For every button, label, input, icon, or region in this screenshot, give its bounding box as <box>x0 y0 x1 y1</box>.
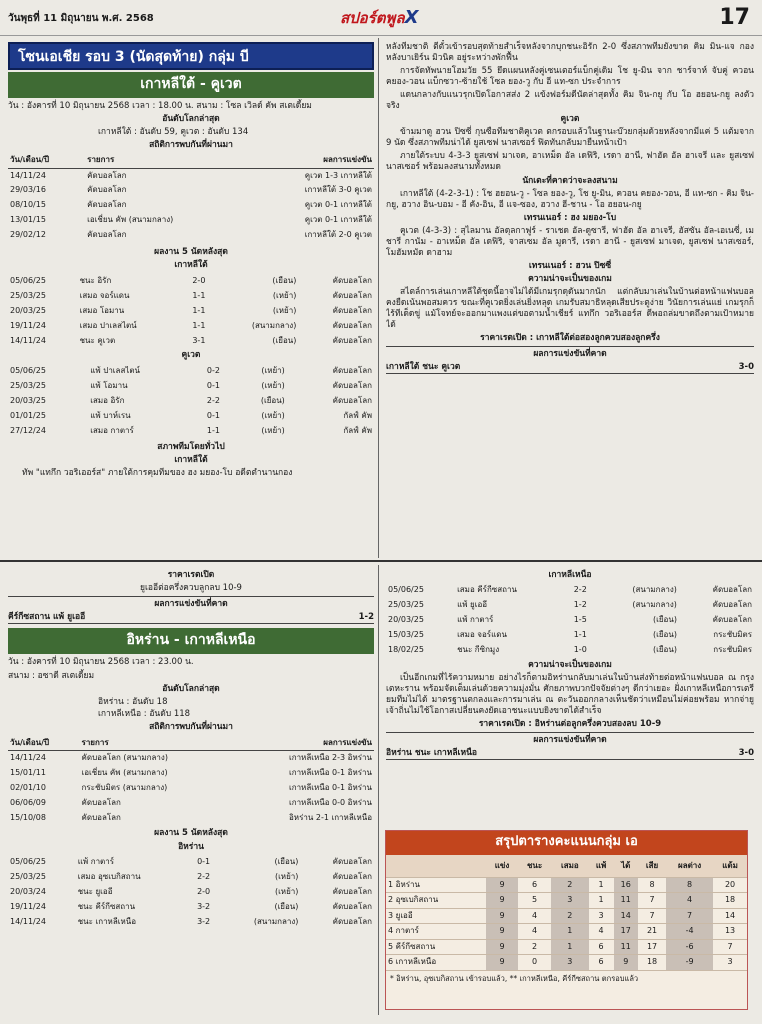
lineup-title: นักเตะที่คาดว่าจะลงสนาม <box>522 175 618 186</box>
rank-line: อิหร่าน : อันดับ 18 <box>98 697 168 708</box>
prob-text: เป็นอีกเกมที่ไร้ความหมาย อย่างไรก็ตามอิหร่านกลับมาเล่นในบ้านส่งท้ายต่อหน้าแฟนบอล ณ กรุงเตหะราน พร้อมจัดเต็มเล่นด้วยความมุ่งมั่น ศักยภาพบวกปัจจัยต่างๆ ดีกว่าเยอะ ฝั่งเกาหลีเหนือการเตรียมทีมไม่ได้ มาตรฐานตกลงและการมาเล่น ณ ตะวันออกกลางเห็นชัดว่าเหมือนไม่ค่อยพร้อม หากจ่ายูเจ้าถิ่นไม่ใช้โอกาสเปลี่ยนคงยัดเอาชนะแบบยิงขาดได้สำเร็จ <box>386 673 754 717</box>
standings-title: สรุปตารางคะแนนกลุ่ม เอ <box>386 831 747 855</box>
paragraph: แดนกลางกับแนวรุกเปิดโอกาสส่ง 2 แข้งฟอร์มดีนัดล่าสุดทั้ง คิม จิน-กยู กับ โอ ฮยอน-กยู ลงตัวจริง <box>386 90 754 112</box>
standings-table: แข่ง ชนะ เสมอ แพ้ ได้ เสีย ผลต่าง แต้ม 1 อิหร่าน 9 6 2 1 16 8 8 20 2 อุซเบกิสถาน 9 5 3 1 11 7 4 18 3 ยูเออี 9 4 2 3 14 7 7 14 4 กาตาร์ 9 4 1 4 17 21 -4 13 5 คีร์กีซสถาน 9 2 1 6 11 17 -6 7 6 เกาหลีเหนือ 9 0 3 6 9 18 -9 3 <box>386 855 747 971</box>
table-row: 19/11/24 เสมอ ปาเลสไตน์ 1-1 (สนามกลาง) คัดบอลโลก <box>10 320 372 330</box>
team-label: เกาหลีใต้ <box>174 455 208 466</box>
match-info: วัน : อังคารที่ 10 มิถุนายน 2568 เวลา : 18.00 น. สนาม : โซล เวิลด์ คัพ สเตเดี้ยม <box>8 101 312 111</box>
rank-title: อันดับโลกล่าสุด <box>162 114 220 125</box>
paragraph: หลังทีมชาติ ตีตั๋วเข้ารอบสุดท้ายสำเร็จหลังจากบุกชนะอิรัก 2-0 ซึ่งสภาพทีมยังขาด คิม มิน-แจ กองหลังบาเยิร์น มิวนิค อยู่ระหว่างพักฟื้น <box>386 42 754 64</box>
prob-title: ความน่าจะเป็นของเกม <box>528 273 612 284</box>
table-row: 20/03/24 ชนะ ยูเออี 2-0 (เหย้า) คัดบอลโลก <box>10 886 372 896</box>
form-title: ผลงาน 5 นัดหลังสุด <box>154 247 228 258</box>
korea-kuwait-preview <box>8 42 374 558</box>
general-title: สภาพทีมโดยทั่วไป <box>157 442 225 453</box>
paragraph: ข้ามมาดู ฮวน ปิซซี่ กุนซือทีมชาติคูเวต ตกรอบแล้วในฐานะบ๊วยกลุ่มด้วยหลังจากมีแค่ 5 แต้มจาก 9 นัด ซึ่งสภาพทีมน่าได้ ยูสเซฟ นาสเซอร์ ฟิตทันกลับมายืนหน้าเป้า <box>386 127 754 149</box>
table-row: 02/01/10 กระชับมิตร (สนามกลาง) เกาหลีเหนือ 0-1 อิหร่าน <box>10 782 372 792</box>
group-banner: โซนเอเชีย รอบ 3 (นัดสุดท้าย) กลุ่ม บี <box>8 42 374 70</box>
form-table-korea <box>8 273 374 348</box>
lineup-korea: เกาหลีใต้ (4-2-3-1) : โช ฮยอน-วู - โซล ยอง-วู, โช ยู-มิน, ควอน คยอง-วอน, อี แท-ซก - คิม จิน-กยู, ฮวาง อิน-บอม - อี คัง-อิน, อี แจ-ซอง, ฮวาง ฮี-ชาน - โอ ฮยอน-กยู <box>386 188 754 210</box>
odds-title: ราคาเรตเปิด <box>167 570 215 580</box>
match-title: อิหร่าน - เกาหลีเหนือ <box>8 628 374 654</box>
team-label: เกาหลีใต้ <box>174 260 208 271</box>
table-row: 05/06/25 แพ้ ปาเลสไตน์ 0-2 (เหย้า) คัดบอลโลก <box>10 365 372 375</box>
standings-row: 5 คีร์กีซสถาน 9 2 1 6 11 17 -6 7 <box>386 939 747 955</box>
paragraph: ภายใต้ระบบ 4-3-3 ยูสเซฟ มาเจด, อาเหม็ด อัล เดฟิริ, เรดา ฮานี, ฟาฮัด อัล ฮาเจรี และ ยูสเซฟ นาสเซอร์ พร้อมลงสนามทั้งหมด <box>386 151 754 173</box>
table-row: 05/06/25 ชนะ อิรัก 2-0 (เยือน) คัดบอลโลก <box>10 275 372 285</box>
standings-note: * อิหร่าน, อุซเบกิสถาน เข้ารอบแล้ว, ** เกาหลีเหนือ, คีร์กีซสถาน ตกรอบแล้ว <box>390 973 639 983</box>
page-header <box>0 0 762 36</box>
standings-row: 1 อิหร่าน 9 6 2 1 16 8 8 20 <box>386 877 747 893</box>
coach-korea: เทรนเนอร์ : ฮง มยอง-โบ <box>523 212 617 223</box>
standings-row: 2 อุซเบกิสถาน 9 5 3 1 11 7 4 18 <box>386 893 747 909</box>
section-divider <box>0 560 762 562</box>
table-row: 15/03/25 เสมอ จอร์แดน 1-1 (เยือน) กระชับมิตร <box>388 630 752 640</box>
issue-date: วันพุธที่ 11 มิถุนายน พ.ศ. 2568 <box>8 13 154 24</box>
odds-line: ราคาเรตเปิด : เกาหลีใต้ต่อสองลูกควบสองลูกครึ่ง <box>480 333 660 344</box>
team-label: คูเวต <box>181 350 201 361</box>
table-row: 01/01/25 แพ้ บาห์เรน 0-1 (เหย้า) กัลฟ์ คัพ <box>10 410 372 420</box>
table-row: 08/10/15 คัดบอลโลก คูเวต 0-1 เกาหลีใต้ <box>10 200 372 210</box>
column-divider-lower <box>378 565 379 1015</box>
team-label: เกาหลีเหนือ <box>548 570 592 580</box>
table-row: 15/10/08 คัดบอลโลก อิหร่าน 2-1 เกาหลีเหนือ <box>10 812 372 822</box>
odds-line: ราคาเรตเปิด : อิหร่านต่อลูกครึ่งควบสองลบ 10-9 <box>478 719 662 730</box>
table-row: 05/06/25 แพ้ กาตาร์ 0-1 (เยือน) คัดบอลโลก <box>10 856 372 866</box>
korea-kuwait-analysis <box>386 40 754 558</box>
iran-nk-analysis <box>386 568 754 828</box>
standings-row: 3 ยูเออี 9 4 2 3 14 7 7 14 <box>386 908 747 924</box>
general-text: ทัพ "แทกึก วอริเออร์ส" ภายใต้การคุมทีมของ ฮง มยอง-โบ อดีตตำนานกอง <box>22 468 293 479</box>
coach-kuwait: เทรนเนอร์ : ฮวน ปิซซี่ <box>528 260 612 271</box>
table-row: 25/03/25 แพ้ โอมาน 0-1 (เหย้า) คัดบอลโลก <box>10 380 372 390</box>
rank-title: อันดับโลกล่าสุด <box>162 684 220 695</box>
match-info: วัน : อังคารที่ 10 มิถุนายน 2568 เวลา : 23.00 น. <box>8 657 194 668</box>
table-row: 15/01/11 เอเชี่ยน คัพ (สนามกลาง) เกาหลีเหนือ 0-1 อิหร่าน <box>10 767 372 777</box>
prediction: คีร์กีซสถาน แพ้ ยูเออี 1-2 <box>8 612 374 624</box>
standings-box <box>385 830 748 1010</box>
table-row: 19/11/24 ชนะ คีร์กีซสถาน 3-2 (เยือน) คัดบอลโลก <box>10 901 372 911</box>
table-row: 25/03/25 เสมอ อุซเบกิสถาน 2-2 (เหย้า) คัดบอลโลก <box>10 871 372 881</box>
pred-title: ผลการแข่งขันที่คาด <box>8 596 374 610</box>
standings-row: 6 เกาหลีเหนือ 9 0 3 6 9 18 -9 3 <box>386 955 747 971</box>
form-table-kuwait <box>8 363 374 438</box>
pred-title: ผลการแข่งขันที่คาด <box>386 346 754 360</box>
paragraph: การจัดทัพนายโฮมวัย 55 ยึดแผนหลังคู่เซนเตอร์แบ็กคู่เดิม โช ยู-มิน จาก ชาร์จาห์ จับคู่ ควอน คยอง-วอน แบ็กซวา-ซ้ายใช้ โซล ยอง-วู กับ อี แท-ซก ประจำการ <box>386 66 754 88</box>
page-number: 17 <box>719 5 750 30</box>
column-divider <box>378 38 379 558</box>
table-row: 05/06/25 เสมอ คีร์กีซสถาน 2-2 (สนามกลาง) คัดบอลโลก <box>388 585 752 595</box>
table-row: 29/03/16 คัดบอลโลก เกาหลีใต้ 3-0 คูเวต <box>10 185 372 195</box>
prediction: อิหร่าน ชนะ เกาหลีเหนือ 3-0 <box>386 748 754 760</box>
lineup-kuwait: คูเวต (4-3-3) : สุไลมาน อัลดุลกาฟูร์ - ราเชด อัล-ดูซารี, ฟาฮัด อัล ฮาเจรี, ฮัสซัน อัล-เอเนซี่, เมชารี กานัม - อาเหม็ด อัล เดฟิริ, จาสเซม อัล มูดารี, เรดา ฮานี - ยูสเซฟ มาเจด, ยูสเซฟ นาสเซอร์, โมฮัมหมัด ดาฮาม <box>386 225 754 258</box>
table-row: 14/11/24 คัดบอลโลก คูเวต 1-3 เกาหลีใต้ <box>10 170 372 180</box>
table-row: 25/03/25 เสมอ จอร์แดน 1-1 (เหย้า) คัดบอลโลก <box>10 290 372 300</box>
match-title: เกาหลีใต้ - คูเวต <box>8 72 374 98</box>
h2h-table: วัน/เดือน/ปี รายการ ผลการแข่งขัน 14/11/24 คัดบอลโลก คูเวต 1-3 เกาหลีใต้ 29/03/16 คัดบอลโลก เกาหลีใต้ 3-0 คูเวต 08/10/15 คัดบอลโลก คูเวต 0-1 เกาหลีใต้ 13/01/15 เอเชี่ยน คัพ (สนามกลาง) คูเวต 0-1 เกาหลีใต้ 29/02/12 คัดบอลโลก เกาหลีใต้ 2-0 คูเวต <box>8 153 374 243</box>
form-table-nk <box>386 583 754 658</box>
table-row: 27/12/24 เสมอ กาตาร์ 1-1 (เหย้า) กัลฟ์ คัพ <box>10 425 372 435</box>
h2h-title: สถิติการพบกันที่ผ่านมา <box>149 140 233 151</box>
rank-line: เกาหลีใต้ : อันดับ 59, คูเวต : อันดับ 134 <box>98 127 249 138</box>
rank-line: เกาหลีเหนือ : อันดับ 118 <box>98 709 191 720</box>
table-row: 20/03/25 เสมอ โอมาน 1-1 (เหย้า) คัดบอลโลก <box>10 305 372 315</box>
team-label: คูเวต <box>560 114 580 125</box>
pred-title: ผลการแข่งขันที่คาด <box>386 732 754 746</box>
table-row: 20/03/25 แพ้ กาตาร์ 1-5 (เยือน) คัดบอลโลก <box>388 615 752 625</box>
form-title: ผลงาน 5 นัดหลังสุด <box>154 828 228 839</box>
odds-line: ยูเออีต่อครึ่งควบลูกลบ 10-9 <box>140 583 242 594</box>
team-label: อิหร่าน <box>178 841 204 852</box>
table-row: 18/02/25 ชนะ กีซิกมูง 1-0 (เยือน) กระชับมิตร <box>388 645 752 655</box>
prob-text: สไตล์การเล่นเกาหลีใต้ชุดนี้อาจไม่ได้มีเกมรุกดุดันมากนัก แต่กลับมาเล่นในบ้านต่อหน้าแฟนบอลคงยืดเน้นพอสมควร ขณะที่คูเวตยิ่งเล่นยิ่งหลุด เกมรับสมาธิหลุดเสียประตูง่าย วินัยการเล่นแย่ เกมรุกก็ไร้ทีเด็ดขู่ แม้โจทย์จะออกมาแพงแต่ขอตามน้ำเชียร์ แทกึก วอริเออร์ส ดีพอถล่มขาดถึงตามเป้าหมายได้ <box>386 286 754 331</box>
table-row: 25/03/25 แพ้ ยูเออี 1-2 (สนามกลาง) คัดบอลโลก <box>388 600 752 610</box>
table-row: 14/11/24 ชนะ คูเวต 3-1 (เยือน) คัดบอลโลก <box>10 335 372 345</box>
table-row: 13/01/15 เอเชี่ยน คัพ (สนามกลาง) คูเวต 0-1 เกาหลีใต้ <box>10 215 372 225</box>
venue: สนาม : อซาดี สเตเดี้ยม <box>8 671 95 682</box>
standings-row: 4 กาตาร์ 9 4 1 4 17 21 -4 13 <box>386 924 747 940</box>
table-row: 06/06/09 คัดบอลโลก เกาหลีเหนือ 0-0 อิหร่าน <box>10 797 372 807</box>
table-row: 20/03/25 เสมอ อิรัก 2-2 (เยือน) คัดบอลโลก <box>10 395 372 405</box>
table-row: 14/11/24 คัดบอลโลก (สนามกลาง) เกาหลีเหนือ 2-3 อิหร่าน <box>10 753 372 763</box>
h2h-table: วัน/เดือน/ปี รายการ ผลการแข่งขัน 14/11/24 คัดบอลโลก (สนามกลาง) เกาหลีเหนือ 2-3 อิหร่าน 15/01/11 เอเชี่ยน คัพ (สนามกลาง) เกาหลีเหนือ 0-1 อิหร่าน 02/01/10 กระชับมิตร (สนามกลาง) เกาหลีเหนือ 0-1 อิหร่าน 06/06/09 คัดบอลโลก เกาหลีเหนือ 0-0 อิหร่าน 15/10/08 คัดบอลโลก อิหร่าน 2-1 เกาหลีเหนือ <box>8 735 374 825</box>
prediction: เกาหลีใต้ ชนะ คูเวต 3-0 <box>386 362 754 374</box>
table-row: 14/11/24 ชนะ เกาหลีเหนือ 3-2 (สนามกลาง) คัดบอลโลก <box>10 916 372 926</box>
form-table-iran <box>8 855 374 930</box>
iran-nk-preview <box>8 568 374 1020</box>
prob-title: ความน่าจะเป็นของเกม <box>528 660 612 671</box>
table-row: 29/02/12 คัดบอลโลก เกาหลีใต้ 2-0 คูเวต <box>10 230 372 240</box>
h2h-title: สถิติการพบกันที่ผ่านมา <box>149 722 233 733</box>
newspaper-logo: สปอร์ตพูลX <box>340 7 419 28</box>
